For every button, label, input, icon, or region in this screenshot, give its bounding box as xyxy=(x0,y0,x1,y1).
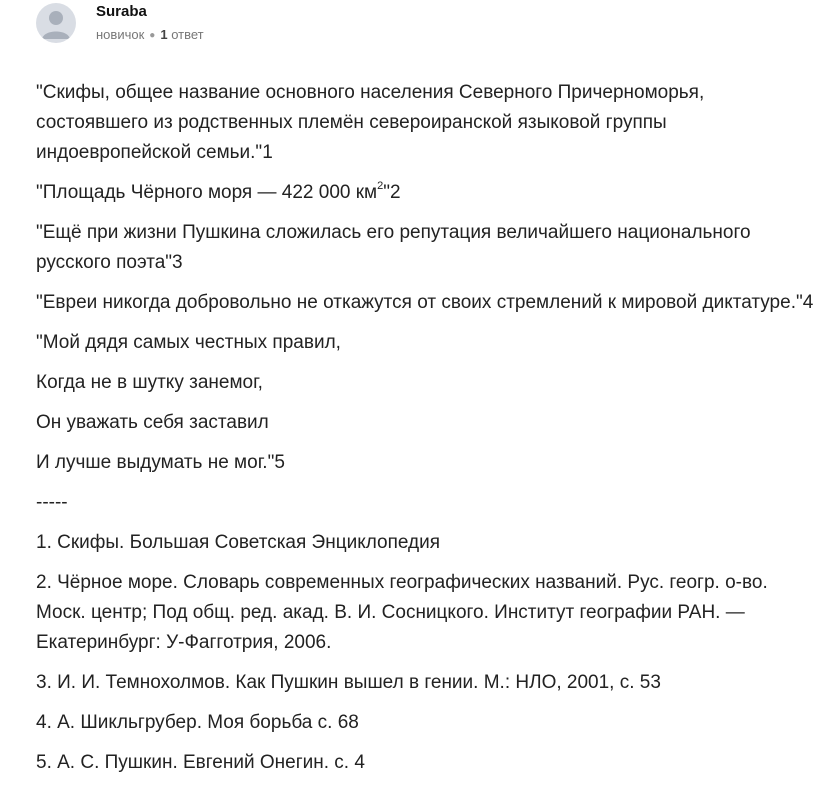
answers-count: 1 xyxy=(160,26,168,42)
footnote-ref[interactable]: 5 xyxy=(274,452,285,473)
poem-line: "Мой дядя самых честных правил, xyxy=(36,332,341,353)
poem-line: Когда не в шутку занемог, xyxy=(36,372,263,393)
poem-line: Он уважать себя заставил xyxy=(36,412,269,433)
footnote-ref[interactable]: 3 xyxy=(172,252,183,273)
answers-label: ответ xyxy=(171,26,204,42)
separator-dot-icon: ● xyxy=(149,29,156,41)
quote-text: "Скифы, общее название основного населения Северного Причерноморья, состоявшего из родственных племён североиранской языковой группы индоевропейской семьи." xyxy=(36,82,705,163)
footnote-ref[interactable]: 1 xyxy=(262,142,273,163)
footnote-ref[interactable]: 2 xyxy=(389,182,401,203)
reference-item: 1. Скифы. Большая Советская Энциклопедия xyxy=(36,532,441,553)
answer-body xyxy=(36,78,816,788)
quote-text: " xyxy=(383,182,390,203)
user-avatar-icon[interactable] xyxy=(36,3,76,43)
reference-item: 4. А. Шикльгрубер. Моя борьба с. 68 xyxy=(36,712,359,733)
author-meta xyxy=(96,26,204,45)
reference-item: 5. А. С. Пушкин. Евгений Онегин. с. 4 xyxy=(36,752,365,773)
quote-text: "Площадь Чёрного моря — 422 000 км xyxy=(36,182,378,203)
separator-line: ----- xyxy=(36,492,68,513)
quote-paragraph xyxy=(36,178,816,208)
answer-author xyxy=(36,3,204,43)
poem-text: И лучше выдумать не мог." xyxy=(36,452,275,473)
author-rank: новичок xyxy=(96,26,145,42)
quote-text: "Евреи никогда добровольно не откажутся от своих стремлений к мировой диктатуре." xyxy=(36,292,803,313)
quote-paragraph xyxy=(36,218,816,278)
author-name[interactable]: Suraba xyxy=(96,2,147,20)
poem-line xyxy=(36,448,816,478)
quote-paragraph xyxy=(36,78,816,168)
reference-item: 3. И. И. Темнохолмов. Как Пушкин вышел в гении. М.: НЛО, 2001, с. 53 xyxy=(36,672,661,693)
quote-text: "Ещё при жизни Пушкина сложилась его репутация величайшего национального русского поэта" xyxy=(36,222,751,273)
reference-item: 2. Чёрное море. Словарь современных географических названий. Рус. геогр. о-во. Моск. центр; Под общ. ред. акад. В. И. Сосницкого. Институт географии РАН. — Екатеринбург: У-Фагготрия, 2006. xyxy=(36,572,768,653)
author-info xyxy=(96,2,204,45)
footnote-ref[interactable]: 4 xyxy=(802,292,814,313)
quote-paragraph xyxy=(36,288,816,318)
superscript: 2 xyxy=(377,179,384,192)
